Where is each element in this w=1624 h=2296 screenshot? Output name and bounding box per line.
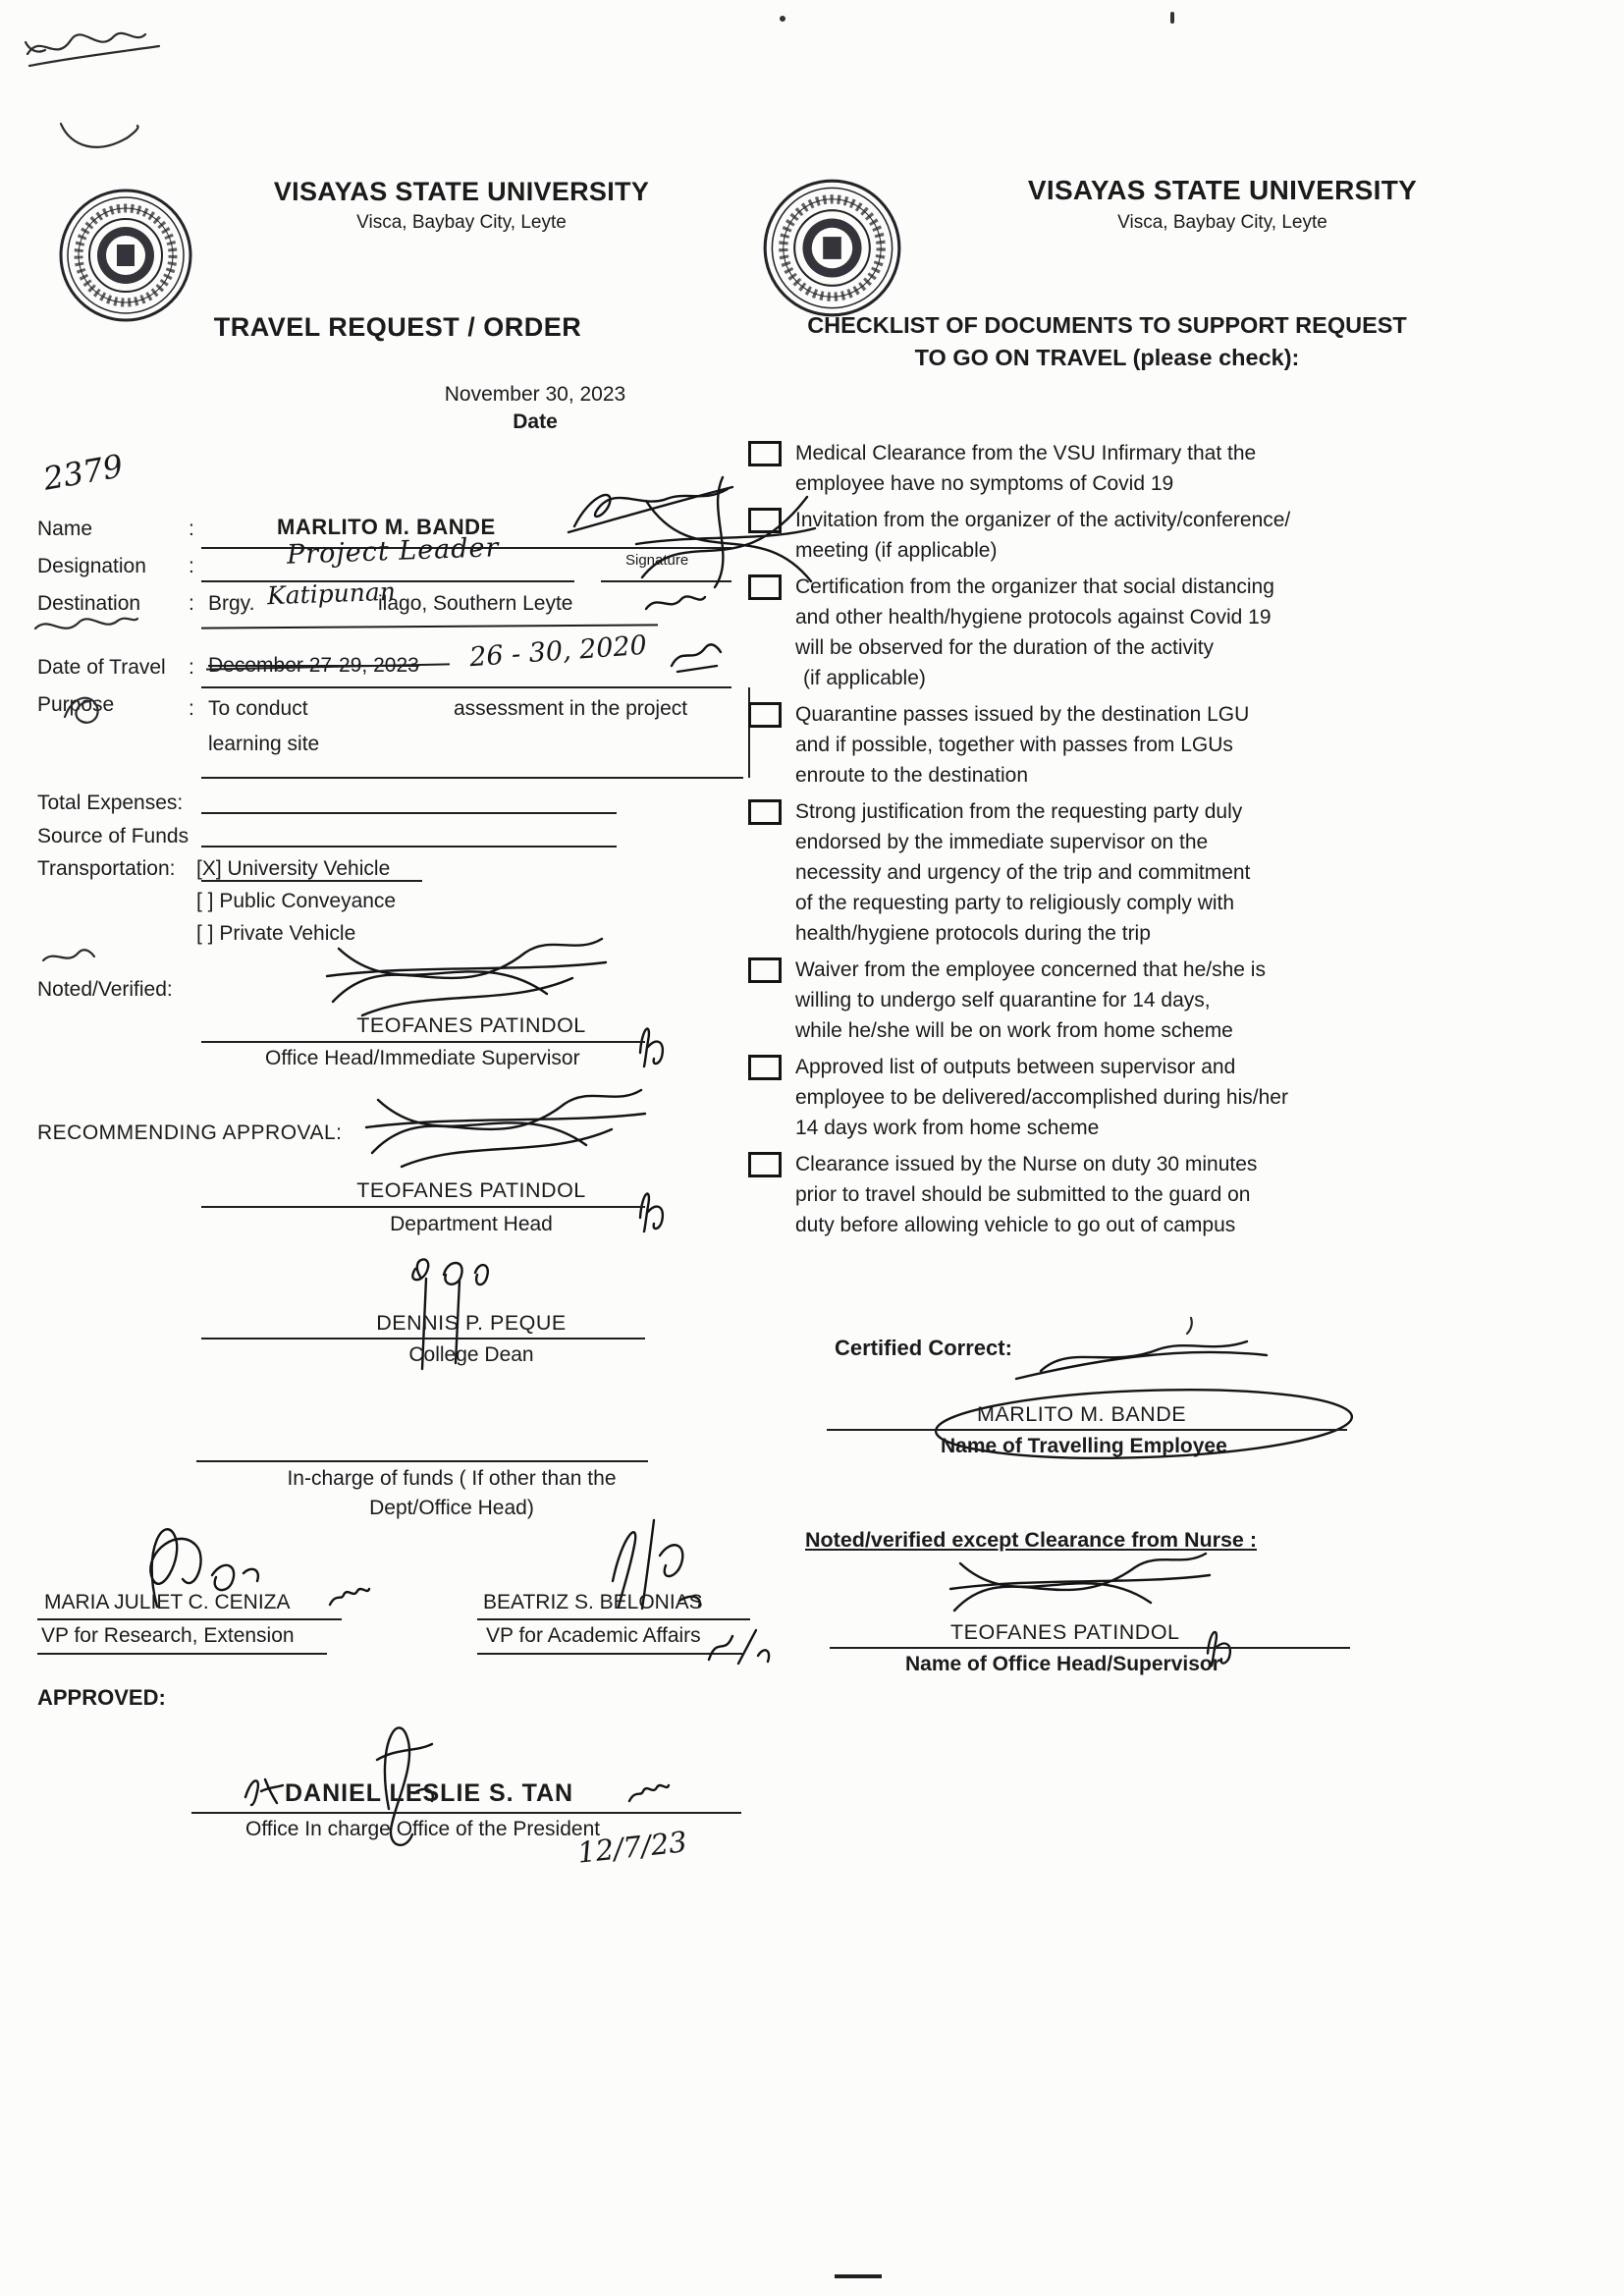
funds-caption-line1: In-charge of funds ( If other than the [287, 1467, 617, 1490]
checklist-line: Approved list of outputs between supervisor and [795, 1056, 1236, 1078]
vp1-name: MARIA JULIET C. CENIZA [44, 1591, 291, 1613]
checklist-line: employee to be delivered/accomplished during his/her [795, 1086, 1288, 1109]
checklist-item-invitation [748, 505, 1435, 566]
checklist-line: Strong justification from the requesting party duly [795, 800, 1243, 823]
vsu-seal-logo-right [761, 177, 903, 319]
scan-artifact-wave [29, 611, 142, 644]
checklist-title-line1: CHECKLIST OF DOCUMENTS TO SUPPORT REQUEST [807, 312, 1407, 338]
checklist-line: Certification from the organizer that social distancing [795, 575, 1274, 598]
travel-date-label: Date of Travel [37, 656, 166, 679]
purpose-label: Purpose [37, 693, 115, 716]
scan-artifact-wave-small [37, 945, 98, 970]
checkbox-unchecked-icon [748, 508, 782, 533]
source-of-funds-line [201, 846, 617, 847]
president-name: DANIEL LESLIE S. TAN [285, 1779, 574, 1807]
initials-travel-date [664, 636, 725, 678]
noted-except-title: Name of Office Head/Supervisor [905, 1653, 1220, 1675]
handwritten-ref-number: 2379 [40, 447, 127, 498]
source-of-funds-label: Source of Funds [37, 825, 189, 847]
travel-date-underline [201, 686, 731, 688]
checkbox-unchecked-icon [748, 441, 782, 466]
designation-label: Designation [37, 555, 146, 577]
university-name-right: VISAYAS STATE UNIVERSITY [1027, 175, 1418, 205]
transport-option-university-vehicle: [X] University Vehicle [196, 857, 391, 880]
vp1-title-underline [37, 1653, 327, 1655]
scan-artifact-tick [1183, 1316, 1197, 1336]
transport-option-public-conveyance: [ ] Public Conveyance [196, 890, 397, 912]
checklist-line: health/hygiene protocols during the trip [795, 922, 1151, 945]
checkbox-unchecked-icon [748, 957, 782, 983]
funds-line [196, 1460, 648, 1462]
checkbox-unchecked-icon [748, 799, 782, 825]
purpose-text-part2: assessment in the project [454, 697, 688, 720]
transport-option-private-vehicle: [ ] Private Vehicle [196, 922, 356, 945]
scan-speck [1170, 12, 1174, 24]
noted-except-label: Noted/verified except Clearance from Nurse : [805, 1528, 1258, 1552]
signature-caption: Signature [625, 552, 689, 569]
scan-speck [780, 16, 785, 22]
flourish-before-tan [236, 1768, 290, 1807]
vp1-signature-line [37, 1618, 342, 1620]
checklist-title-line2: TO GO ON TRAVEL (please check): [914, 345, 1300, 370]
checklist-line: willing to undergo self quarantine for 14 days, [795, 989, 1211, 1011]
scan-artifact-squiggle [20, 25, 167, 79]
destination-underline [201, 624, 658, 629]
form-date-label: Date [513, 410, 558, 433]
dept-head-name: TEOFANES PATINDOL [356, 1178, 586, 1202]
checklist-line: Clearance issued by the Nurse on duty 30 minutes [795, 1153, 1258, 1175]
checklist-line: duty before allowing vehicle to go out of campus [795, 1214, 1236, 1236]
checklist-line: prior to travel should be submitted to the guard on [795, 1183, 1251, 1206]
dept-head-signature-line [201, 1206, 645, 1208]
name-label: Name [37, 518, 93, 540]
vsu-seal-logo-left [57, 187, 194, 324]
noted-title: Office Head/Immediate Supervisor [265, 1047, 580, 1069]
checklist-line: 14 days work from home scheme [795, 1117, 1100, 1139]
checklist-line: Waiver from the employee concerned that he/she is [795, 958, 1266, 981]
noted-except-name: TEOFANES PATINDOL [950, 1620, 1180, 1644]
scan-artifact-curve [51, 116, 144, 160]
checkbox-unchecked-icon [748, 702, 782, 728]
president-signature-line [191, 1812, 741, 1814]
transport-option-underline [201, 880, 422, 882]
checklist-item-approved-outputs [748, 1052, 1435, 1143]
colon: : [189, 656, 194, 679]
checkbox-unchecked-icon [748, 1055, 782, 1080]
dept-head-title: Department Head [390, 1213, 553, 1235]
checklist-item-waiver [748, 955, 1435, 1046]
checklist-item-medical-clearance [748, 438, 1435, 499]
vp2-title: VP for Academic Affairs [486, 1624, 701, 1647]
checkbox-unchecked-icon [748, 1152, 782, 1177]
noted-signature-line [201, 1041, 645, 1043]
flourish-after-tan [623, 1776, 673, 1811]
colon: : [189, 518, 194, 540]
checklist-line: and if possible, together with passes from LGUs [795, 734, 1233, 756]
name-value: MARLITO M. BANDE [277, 515, 496, 539]
president-title: Office In charge Office of the President [245, 1818, 601, 1840]
recommending-approval-label: RECOMMENDING APPROVAL: [37, 1121, 343, 1144]
checklist-line: meeting (if applicable) [795, 539, 998, 562]
transportation-label: Transportation: [37, 857, 176, 880]
university-address-left: Visca, Baybay City, Leyte [356, 212, 567, 233]
destination-label: Destination [37, 592, 141, 615]
certified-signature-line [827, 1429, 1347, 1431]
certified-title: Name of Travelling Employee [941, 1435, 1227, 1457]
checklist-item-quarantine-passes [748, 699, 1435, 791]
university-name-left: VISAYAS STATE UNIVERSITY [273, 177, 650, 206]
purpose-text-part3: learning site [208, 733, 320, 755]
form-title: TRAVEL REQUEST / ORDER [213, 312, 582, 342]
funds-caption-line2: Dept/Office Head) [369, 1497, 534, 1519]
certified-correct-label: Certified Correct: [835, 1336, 1012, 1360]
travel-date-struck-value: December 27-29, 2023 [208, 654, 419, 677]
noted-name: TEOFANES PATINDOL [356, 1013, 586, 1037]
checklist-item-strong-justification [748, 796, 1435, 949]
checklist [748, 438, 1435, 1246]
checklist-line: endorsed by the immediate supervisor on the [795, 831, 1209, 853]
signature-patindol-dept-head [358, 1076, 653, 1173]
destination-handwritten: Katipunan [266, 576, 397, 611]
colon: : [189, 592, 194, 615]
designation-handwritten-value: Project Leader [286, 532, 500, 571]
scan-mark-bottom [835, 2274, 882, 2278]
scan-artifact-loop [57, 687, 116, 729]
checklist-item-nurse-clearance [748, 1149, 1435, 1240]
form-date-value: November 30, 2023 [444, 383, 626, 406]
checklist-item-certification [748, 572, 1435, 693]
checklist-line: while he/she will be on work from home scheme [795, 1019, 1233, 1042]
checklist-line: Quarantine passes issued by the destination LGU [795, 703, 1250, 726]
vp2-name: BEATRIZ S. BELONIAS [483, 1591, 703, 1613]
colon: : [189, 697, 194, 720]
flourish-after-ceniza [324, 1579, 373, 1614]
checklist-line: Medical Clearance from the VSU Infirmary that the [795, 442, 1257, 465]
checklist-line: Invitation from the organizer of the activity/conference/ [795, 509, 1291, 531]
dean-name: DENNIS P. PEQUE [376, 1311, 567, 1335]
checkbox-unchecked-icon [748, 574, 782, 600]
destination-typed: ilago, Southern Leyte [378, 592, 573, 615]
checklist-line: enroute to the destination [795, 764, 1029, 787]
travel-date-handwritten: 26 - 30, 2020 [468, 629, 648, 674]
colon: : [189, 555, 194, 577]
signature-patindol-right [943, 1542, 1218, 1632]
total-expenses-line [201, 812, 617, 814]
dean-signature-line [201, 1338, 645, 1339]
checklist-line: and other health/hygiene protocols against Covid 19 [795, 606, 1272, 629]
checklist-line: will be observed for the duration of the activity [795, 636, 1215, 659]
initials-belonias-date [699, 1620, 778, 1679]
certified-name: MARLITO M. BANDE [977, 1402, 1187, 1426]
noted-verified-label: Noted/Verified: [37, 978, 173, 1001]
checklist-line: (if applicable) [803, 667, 926, 689]
checklist-line: employee have no symptoms of Covid 19 [795, 472, 1174, 495]
purpose-bottom-line [201, 777, 743, 779]
checklist-line: of the requesting party to religiously comply with [795, 892, 1235, 914]
vp1-title: VP for Research, Extension [41, 1624, 295, 1647]
signature-patindol-supervisor [319, 925, 614, 1021]
dean-title: College Dean [408, 1343, 534, 1366]
approved-label: APPROVED: [37, 1685, 166, 1710]
purpose-text-part1: To conduct [208, 697, 308, 720]
checklist-line: necessity and urgency of the trip and commitment [795, 861, 1251, 884]
handwritten-approval-date: 12/7/23 [575, 1825, 689, 1870]
destination-prefix: Brgy. [208, 592, 255, 615]
noted-except-signature-line [830, 1647, 1350, 1649]
total-expenses-label: Total Expenses: [37, 792, 184, 814]
university-address-right: Visca, Baybay City, Leyte [1117, 212, 1327, 233]
